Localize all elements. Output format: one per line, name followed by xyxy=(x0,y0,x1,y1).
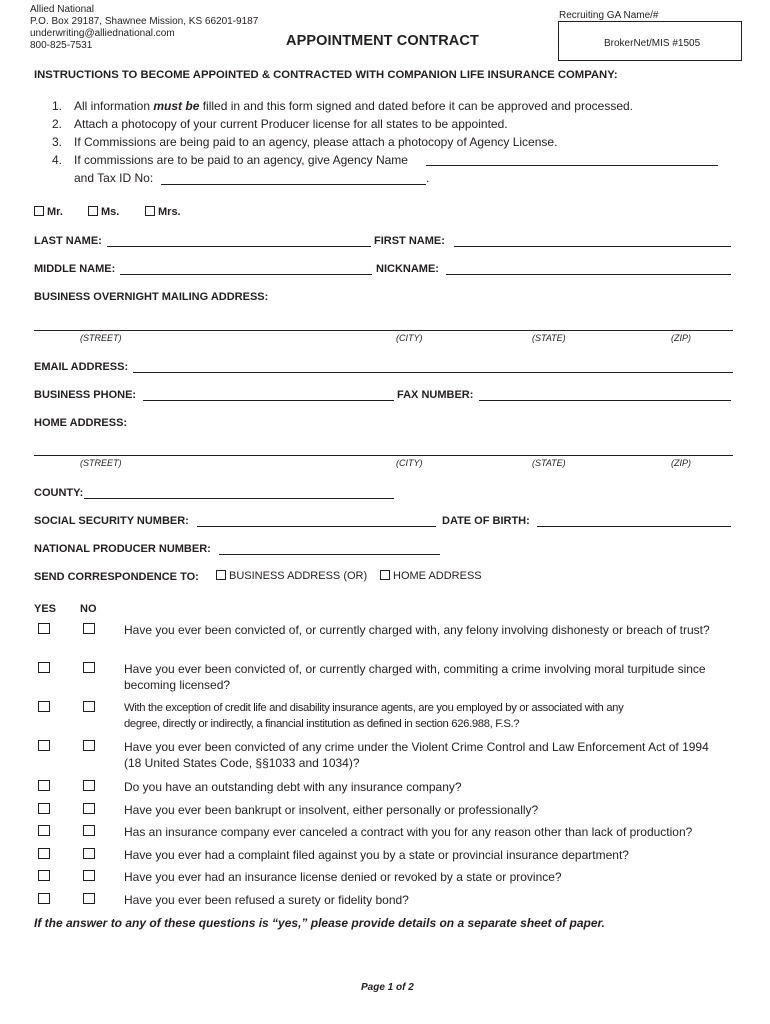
question-3-no-checkbox[interactable] xyxy=(83,701,95,712)
fax-label: FAX NUMBER: xyxy=(397,389,474,401)
checkbox-mr[interactable] xyxy=(34,206,44,216)
question-10-no-checkbox[interactable] xyxy=(83,893,95,904)
nickname-field[interactable] xyxy=(446,274,731,275)
fax-field[interactable] xyxy=(479,400,731,401)
salutation-ms[interactable] xyxy=(88,206,119,218)
instruction-text xyxy=(74,99,633,113)
correspondence-business-label: BUSINESS ADDRESS (OR) xyxy=(229,570,368,582)
business-address-field[interactable] xyxy=(34,330,733,331)
dob-label: DATE OF BIRTH: xyxy=(442,515,530,527)
home-address-label: HOME ADDRESS: xyxy=(34,417,128,429)
home-city-caption: (CITY) xyxy=(396,458,423,468)
question-6-yes-checkbox[interactable] xyxy=(38,803,50,814)
question-10-yes-checkbox[interactable] xyxy=(38,893,50,904)
brokernet-number: BrokerNet/MIS #1505 xyxy=(604,38,701,49)
correspondence-label: SEND CORRESPONDENCE TO: xyxy=(34,571,199,583)
question-2-no-checkbox[interactable] xyxy=(83,662,95,673)
page-title: APPOINTMENT CONTRACT xyxy=(286,33,479,49)
instruction-emphasis: must be xyxy=(153,99,200,113)
question-9: Have you ever had an insurance license denied or revoked by a state or province? xyxy=(124,870,562,884)
question-9-no-checkbox[interactable] xyxy=(83,870,95,881)
question-2-yes-checkbox[interactable] xyxy=(38,662,50,673)
nickname-label: NICKNAME: xyxy=(376,263,439,275)
tax-id-field[interactable] xyxy=(161,184,426,185)
instruction-number: 4. xyxy=(52,153,63,167)
tax-id-period: . xyxy=(426,171,430,185)
npn-label: NATIONAL PRODUCER NUMBER: xyxy=(34,543,211,555)
instruction-number: 2. xyxy=(52,117,63,131)
checkbox-ms[interactable] xyxy=(88,206,98,216)
tax-id-label: and Tax ID No: xyxy=(74,171,154,185)
page-number: Page 1 of 2 xyxy=(361,982,414,993)
company-name: Allied National xyxy=(30,4,94,15)
question-10: Have you ever been refused a surety or fidelity bond? xyxy=(124,893,409,907)
business-zip-caption: (ZIP) xyxy=(671,333,691,343)
email-label: EMAIL ADDRESS: xyxy=(34,361,129,373)
question-7-no-checkbox[interactable] xyxy=(83,825,95,836)
salutation-ms-label: Ms. xyxy=(101,206,120,218)
npn-field[interactable] xyxy=(219,554,440,555)
checkbox-business-address[interactable] xyxy=(216,570,226,580)
business-state-caption: (STATE) xyxy=(532,333,566,343)
question-8: Have you ever had a complaint filed against you by a state or provincial insurance department? xyxy=(124,848,629,862)
ssn-label: SOCIAL SECURITY NUMBER: xyxy=(34,515,189,527)
question-4-yes-checkbox[interactable] xyxy=(38,740,50,751)
question-4-no-checkbox[interactable] xyxy=(83,740,95,751)
business-phone-field[interactable] xyxy=(143,400,394,401)
ssn-field[interactable] xyxy=(197,526,436,527)
company-address: P.O. Box 29187, Shawnee Mission, KS 66201-9187 xyxy=(30,16,259,27)
company-phone: 800-825-7531 xyxy=(30,40,93,51)
home-zip-caption: (ZIP) xyxy=(671,458,691,468)
instruction-text: If commissions are to be paid to an agency, give Agency Name xyxy=(74,153,408,167)
question-6-no-checkbox[interactable] xyxy=(83,803,95,814)
question-3: With the exception of credit life and disability insurance agents, are you employed by or associated with any degree, directly or indirectly, a financial institution as defined in section 626.988, F.S.? xyxy=(124,702,624,730)
no-column-label: NO xyxy=(80,603,97,615)
middle-name-field[interactable] xyxy=(120,274,372,275)
question-1-no-checkbox[interactable] xyxy=(83,623,95,634)
company-email: underwriting@alliednational.com xyxy=(30,28,175,39)
recruiting-ga-label: Recruiting GA Name/# xyxy=(559,10,659,21)
question-5: Do you have an outstanding debt with any insurance company? xyxy=(124,780,462,794)
question-5-yes-checkbox[interactable] xyxy=(38,780,50,791)
last-name-label: LAST NAME: xyxy=(34,235,102,247)
question-7-yes-checkbox[interactable] xyxy=(38,825,50,836)
first-name-field[interactable] xyxy=(454,246,731,247)
question-4: Have you ever been convicted of any crime under the Violent Crime Control and Law Enforcement Act of 1994 (18 United States Code, §§1033 and 1034)? xyxy=(124,740,709,770)
business-city-caption: (CITY) xyxy=(396,333,423,343)
salutation-mr-label: Mr. xyxy=(47,206,63,218)
question-1: Have you ever been convicted of, or currently charged with, any felony involving dishonesty or breach of trust? xyxy=(124,623,710,637)
checkbox-mrs[interactable] xyxy=(145,206,155,216)
questions-footnote: If the answer to any of these questions is “yes,” please provide details on a separate sheet of paper. xyxy=(34,916,605,930)
yes-column-label: YES xyxy=(34,603,57,615)
question-1-yes-checkbox[interactable] xyxy=(38,623,50,634)
instructions-heading: INSTRUCTIONS TO BECOME APPOINTED & CONTRACTED WITH COMPANION LIFE INSURANCE COMPANY: xyxy=(34,69,618,81)
correspondence-home-option[interactable] xyxy=(380,570,482,582)
business-phone-label: BUSINESS PHONE: xyxy=(34,389,137,401)
email-field[interactable] xyxy=(133,372,733,373)
home-state-caption: (STATE) xyxy=(532,458,566,468)
question-5-no-checkbox[interactable] xyxy=(83,780,95,791)
correspondence-business-option[interactable] xyxy=(216,570,367,582)
question-7: Has an insurance company ever canceled a contract with you for any reason other than lack of production? xyxy=(124,825,693,839)
instruction-number: 1. xyxy=(52,99,63,113)
salutation-mrs-label: Mrs. xyxy=(158,206,181,218)
instruction-number: 3. xyxy=(52,135,63,149)
salutation-mr[interactable] xyxy=(34,206,63,218)
last-name-field[interactable] xyxy=(107,246,371,247)
instruction-text: If Commissions are being paid to an agency, please attach a photocopy of Agency License. xyxy=(74,135,558,149)
instruction-item xyxy=(52,99,62,113)
question-9-yes-checkbox[interactable] xyxy=(38,870,50,881)
county-field[interactable] xyxy=(84,498,394,499)
question-3-yes-checkbox[interactable] xyxy=(38,701,50,712)
question-6: Have you ever been bankrupt or insolvent, either personally or professionally? xyxy=(124,803,539,817)
home-street-caption: (STREET) xyxy=(80,458,122,468)
instruction-text-part: filled in and this form signed and dated before it can be approved and processed. xyxy=(199,99,634,113)
question-8-yes-checkbox[interactable] xyxy=(38,848,50,859)
instruction-text: Attach a photocopy of your current Producer license for all states to be appointed. xyxy=(74,117,508,131)
checkbox-home-address[interactable] xyxy=(380,570,390,580)
agency-name-field[interactable] xyxy=(426,165,718,166)
home-address-field[interactable] xyxy=(34,455,733,456)
question-2: Have you ever been convicted of, or currently charged with, commiting a crime involving moral turpitude since becoming licensed? xyxy=(124,662,706,692)
question-8-no-checkbox[interactable] xyxy=(83,848,95,859)
correspondence-home-label: HOME ADDRESS xyxy=(393,570,482,582)
dob-field[interactable] xyxy=(537,526,731,527)
instruction-text-part: All information xyxy=(74,99,154,113)
middle-name-label: MIDDLE NAME: xyxy=(34,263,116,275)
business-street-caption: (STREET) xyxy=(80,333,122,343)
county-label: COUNTY: xyxy=(34,487,84,499)
business-address-label: BUSINESS OVERNIGHT MAILING ADDRESS: xyxy=(34,291,269,303)
first-name-label: FIRST NAME: xyxy=(374,235,445,247)
salutation-mrs[interactable] xyxy=(145,206,181,218)
